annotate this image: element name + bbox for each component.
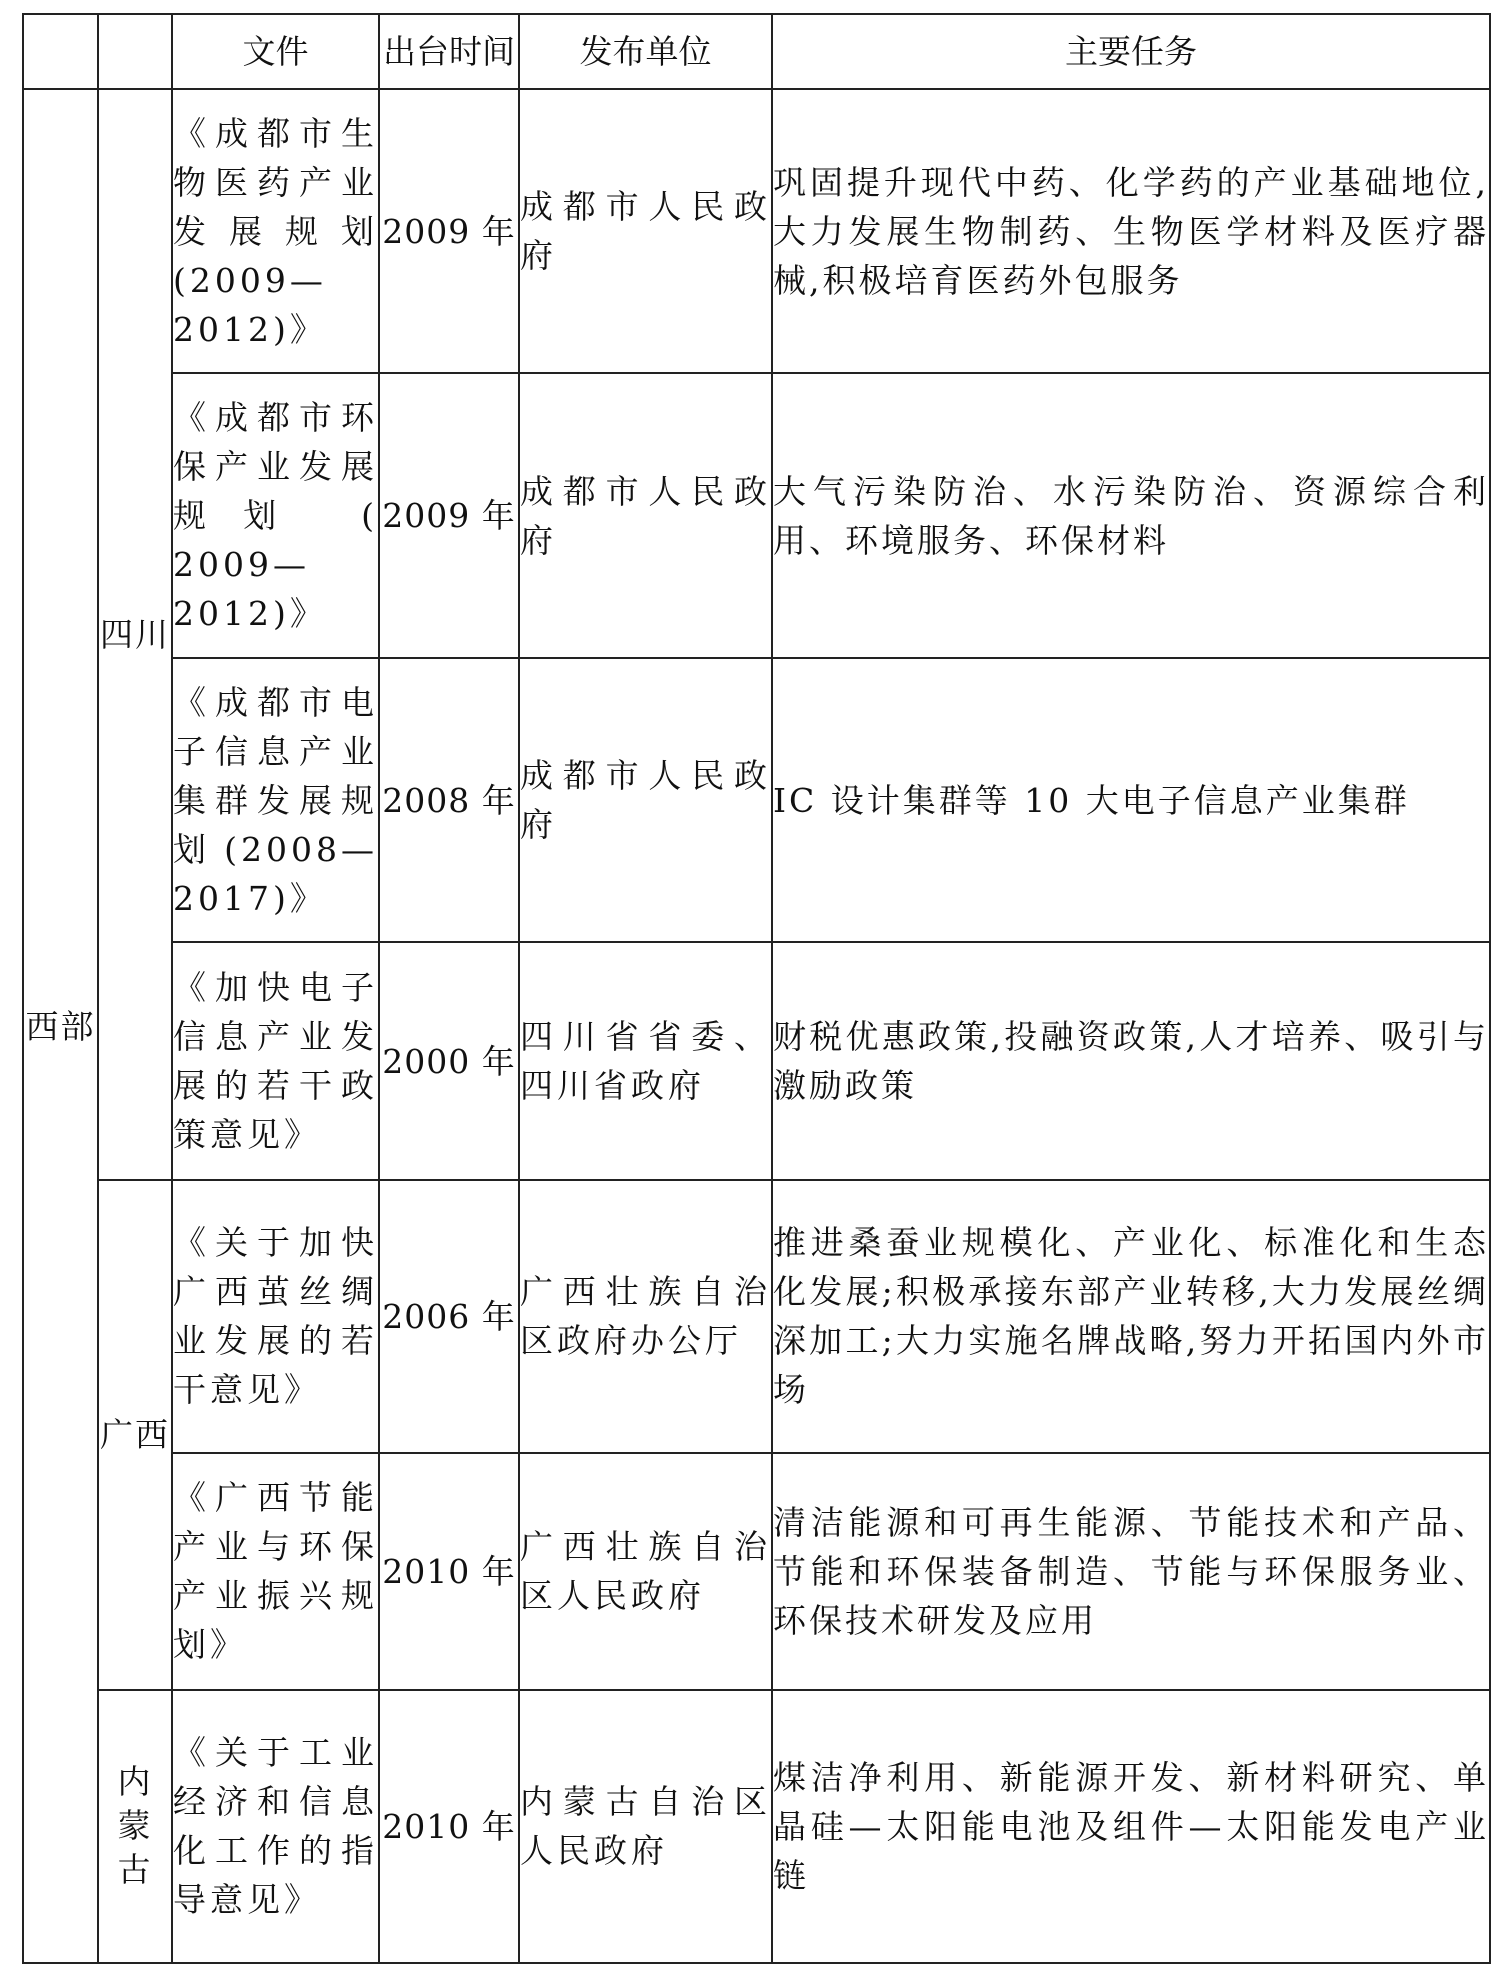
file-cell: 《成都市环保产业发展规划 ( 2009—2012)》 (172, 373, 379, 657)
table-row (23, 1180, 1490, 1453)
tasks-cell: 大气污染防治、水污染防治、资源综合利用、环境服务、环保材料 (772, 373, 1490, 657)
province-neimenggu (98, 1690, 172, 1963)
file-cell: 《关于工业经济和信息化工作的指导意见》 (172, 1690, 379, 1963)
issuer-cell: 成都市人民政府 (519, 89, 772, 373)
time-cell: 2008 年 (379, 658, 519, 942)
policy-table (22, 13, 1491, 1964)
province-char: 蒙 (117, 1806, 153, 1846)
file-cell: 《广西节能产业与环保产业振兴规划》 (172, 1453, 379, 1690)
file-cell: 《成都市电子信息产业集群发展规划(2008—2017)》 (172, 658, 379, 942)
time-cell: 2006 年 (379, 1180, 519, 1453)
file-cell: 《加快电子信息产业发展的若干政策意见》 (172, 942, 379, 1179)
header-empty (23, 14, 98, 89)
header-tasks: 主要任务 (772, 14, 1490, 89)
tasks-cell: 财税优惠政策,投融资政策,人才培养、吸引与激励政策 (772, 942, 1490, 1179)
tasks-cell: IC 设计集群等 10 大电子信息产业集群 (772, 658, 1490, 942)
province-char: 古 (117, 1850, 153, 1890)
table-row (23, 373, 1490, 657)
tasks-cell: 推进桑蚕业规模化、产业化、标准化和生态化发展;积极承接东部产业转移,大力发展丝绸深加工;大力实施名牌战略,努力开拓国内外市场 (772, 1180, 1490, 1453)
issuer-cell: 广西壮族自治区人民政府 (519, 1453, 772, 1690)
province-sichuan: 四川 (98, 89, 172, 1180)
issuer-cell: 广西壮族自治区政府办公厅 (519, 1180, 772, 1453)
table-row (23, 658, 1490, 942)
file-cell: 《成都市生物医药产业发展规划(2009—2012)》 (172, 89, 379, 373)
province-char: 内 (117, 1762, 153, 1802)
time-cell: 2010 年 (379, 1453, 519, 1690)
table-row (23, 1690, 1490, 1963)
time-cell: 2010 年 (379, 1690, 519, 1963)
tasks-cell: 巩固提升现代中药、化学药的产业基础地位,大力发展生物制药、生物医学材料及医疗器械,积极培育医药外包服务 (772, 89, 1490, 373)
issuer-cell: 四川省省委、四川省政府 (519, 942, 772, 1179)
issuer-cell: 成都市人民政府 (519, 373, 772, 657)
tasks-cell: 清洁能源和可再生能源、节能技术和产品、节能和环保装备制造、节能与环保服务业、环保技术研发及应用 (772, 1453, 1490, 1690)
file-cell: 《关于加快广西茧丝绸业发展的若干意见》 (172, 1180, 379, 1453)
header-issuer: 发布单位 (519, 14, 772, 89)
header-time: 出台时间 (379, 14, 519, 89)
tasks-cell: 煤洁净利用、新能源开发、新材料研究、单晶硅—太阳能电池及组件—太阳能发电产业链 (772, 1690, 1490, 1963)
province-guangxi: 广西 (98, 1180, 172, 1690)
issuer-cell: 内蒙古自治区人民政府 (519, 1690, 772, 1963)
issuer-cell: 成都市人民政府 (519, 658, 772, 942)
table-row (23, 942, 1490, 1179)
region-cell: 西部 (23, 89, 98, 1963)
header-empty-2 (98, 14, 172, 89)
table-row (23, 89, 1490, 373)
time-cell: 2009 年 (379, 89, 519, 373)
header-row (23, 14, 1490, 89)
header-file: 文件 (172, 14, 379, 89)
table-row (23, 1453, 1490, 1690)
time-cell: 2009 年 (379, 373, 519, 657)
time-cell: 2000 年 (379, 942, 519, 1179)
